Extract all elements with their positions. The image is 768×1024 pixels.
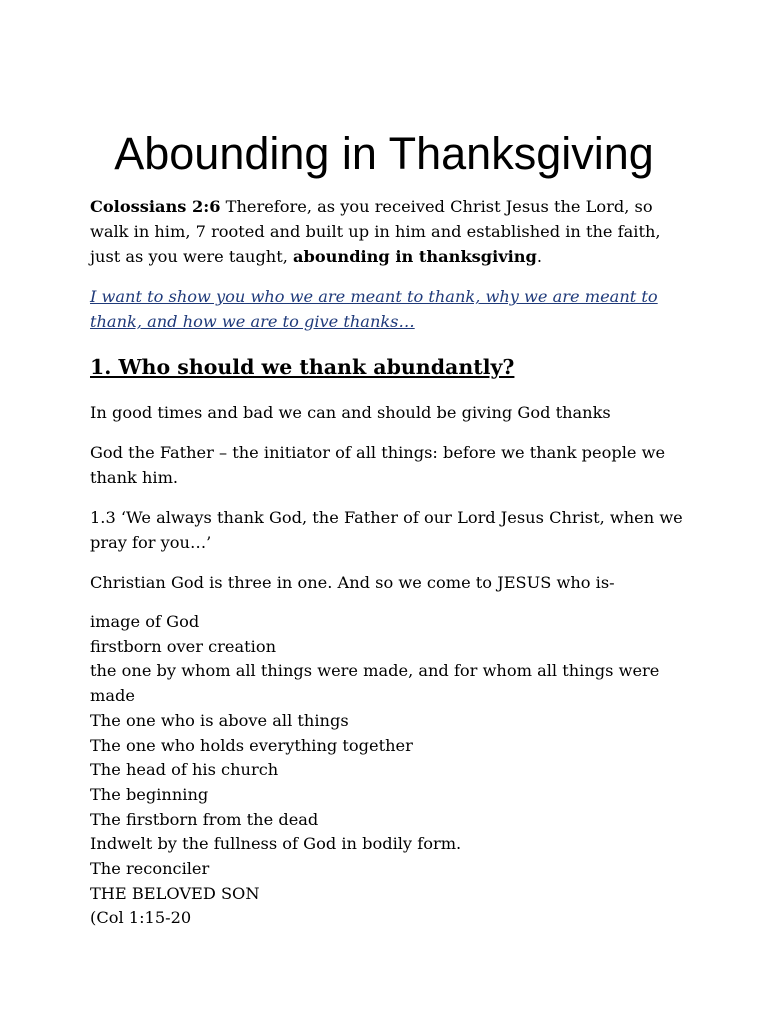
section-paragraphs [90, 400, 690, 595]
list-item: the one by whom all things were made, and for whom all things were made [90, 661, 660, 706]
paragraph-2: God the Father – the initiator of all things: before we thank people we thank him. [90, 443, 666, 487]
list-item: firstborn over creation [90, 636, 277, 656]
intro-link[interactable]: I want to show you who we are meant to thank, why we are meant to thank, and how we are to give thanks… [90, 287, 658, 331]
list-item: The head of his church [90, 760, 279, 780]
jesus-attributes-list [90, 610, 690, 931]
paragraph-4: Christian God is three in one. And so we come to JESUS who is- [90, 573, 615, 592]
scripture-emphasis: abounding in thanksgiving [293, 247, 537, 266]
paragraph-3: 1.3 ‘We always thank God, the Father of our Lord Jesus Christ, when we pray for you…’ [90, 508, 683, 552]
list-item: The one who holds everything together [90, 735, 413, 755]
scripture-text: Therefore, as you received Christ Jesus the Lord, so walk in him, 7 rooted and built up in him and established in the faith, just as you were taught, [90, 197, 661, 266]
document-title: Abounding in Thanksgiving [114, 128, 654, 179]
list-item: The beginning [90, 784, 209, 804]
section-heading: 1. Who should we thank abundantly? [90, 355, 515, 379]
paragraph-1: In good times and bad we can and should be giving God thanks [90, 403, 611, 422]
scripture-end: . [536, 247, 543, 266]
list-item: THE BELOVED SON [90, 883, 260, 903]
scripture-reference: Colossians 2:6 [90, 197, 221, 216]
list-item: image of God [90, 612, 200, 631]
list-item: The firstborn from the dead [90, 809, 319, 829]
document-body [90, 194, 690, 931]
scripture-paragraph [90, 194, 690, 269]
list-item: (Col 1:15-20 [90, 908, 192, 928]
list-item: The reconciler [90, 859, 210, 879]
list-item: Indwelt by the fullness of God in bodily form. [90, 834, 462, 854]
list-item: The one who is above all things [90, 710, 349, 730]
